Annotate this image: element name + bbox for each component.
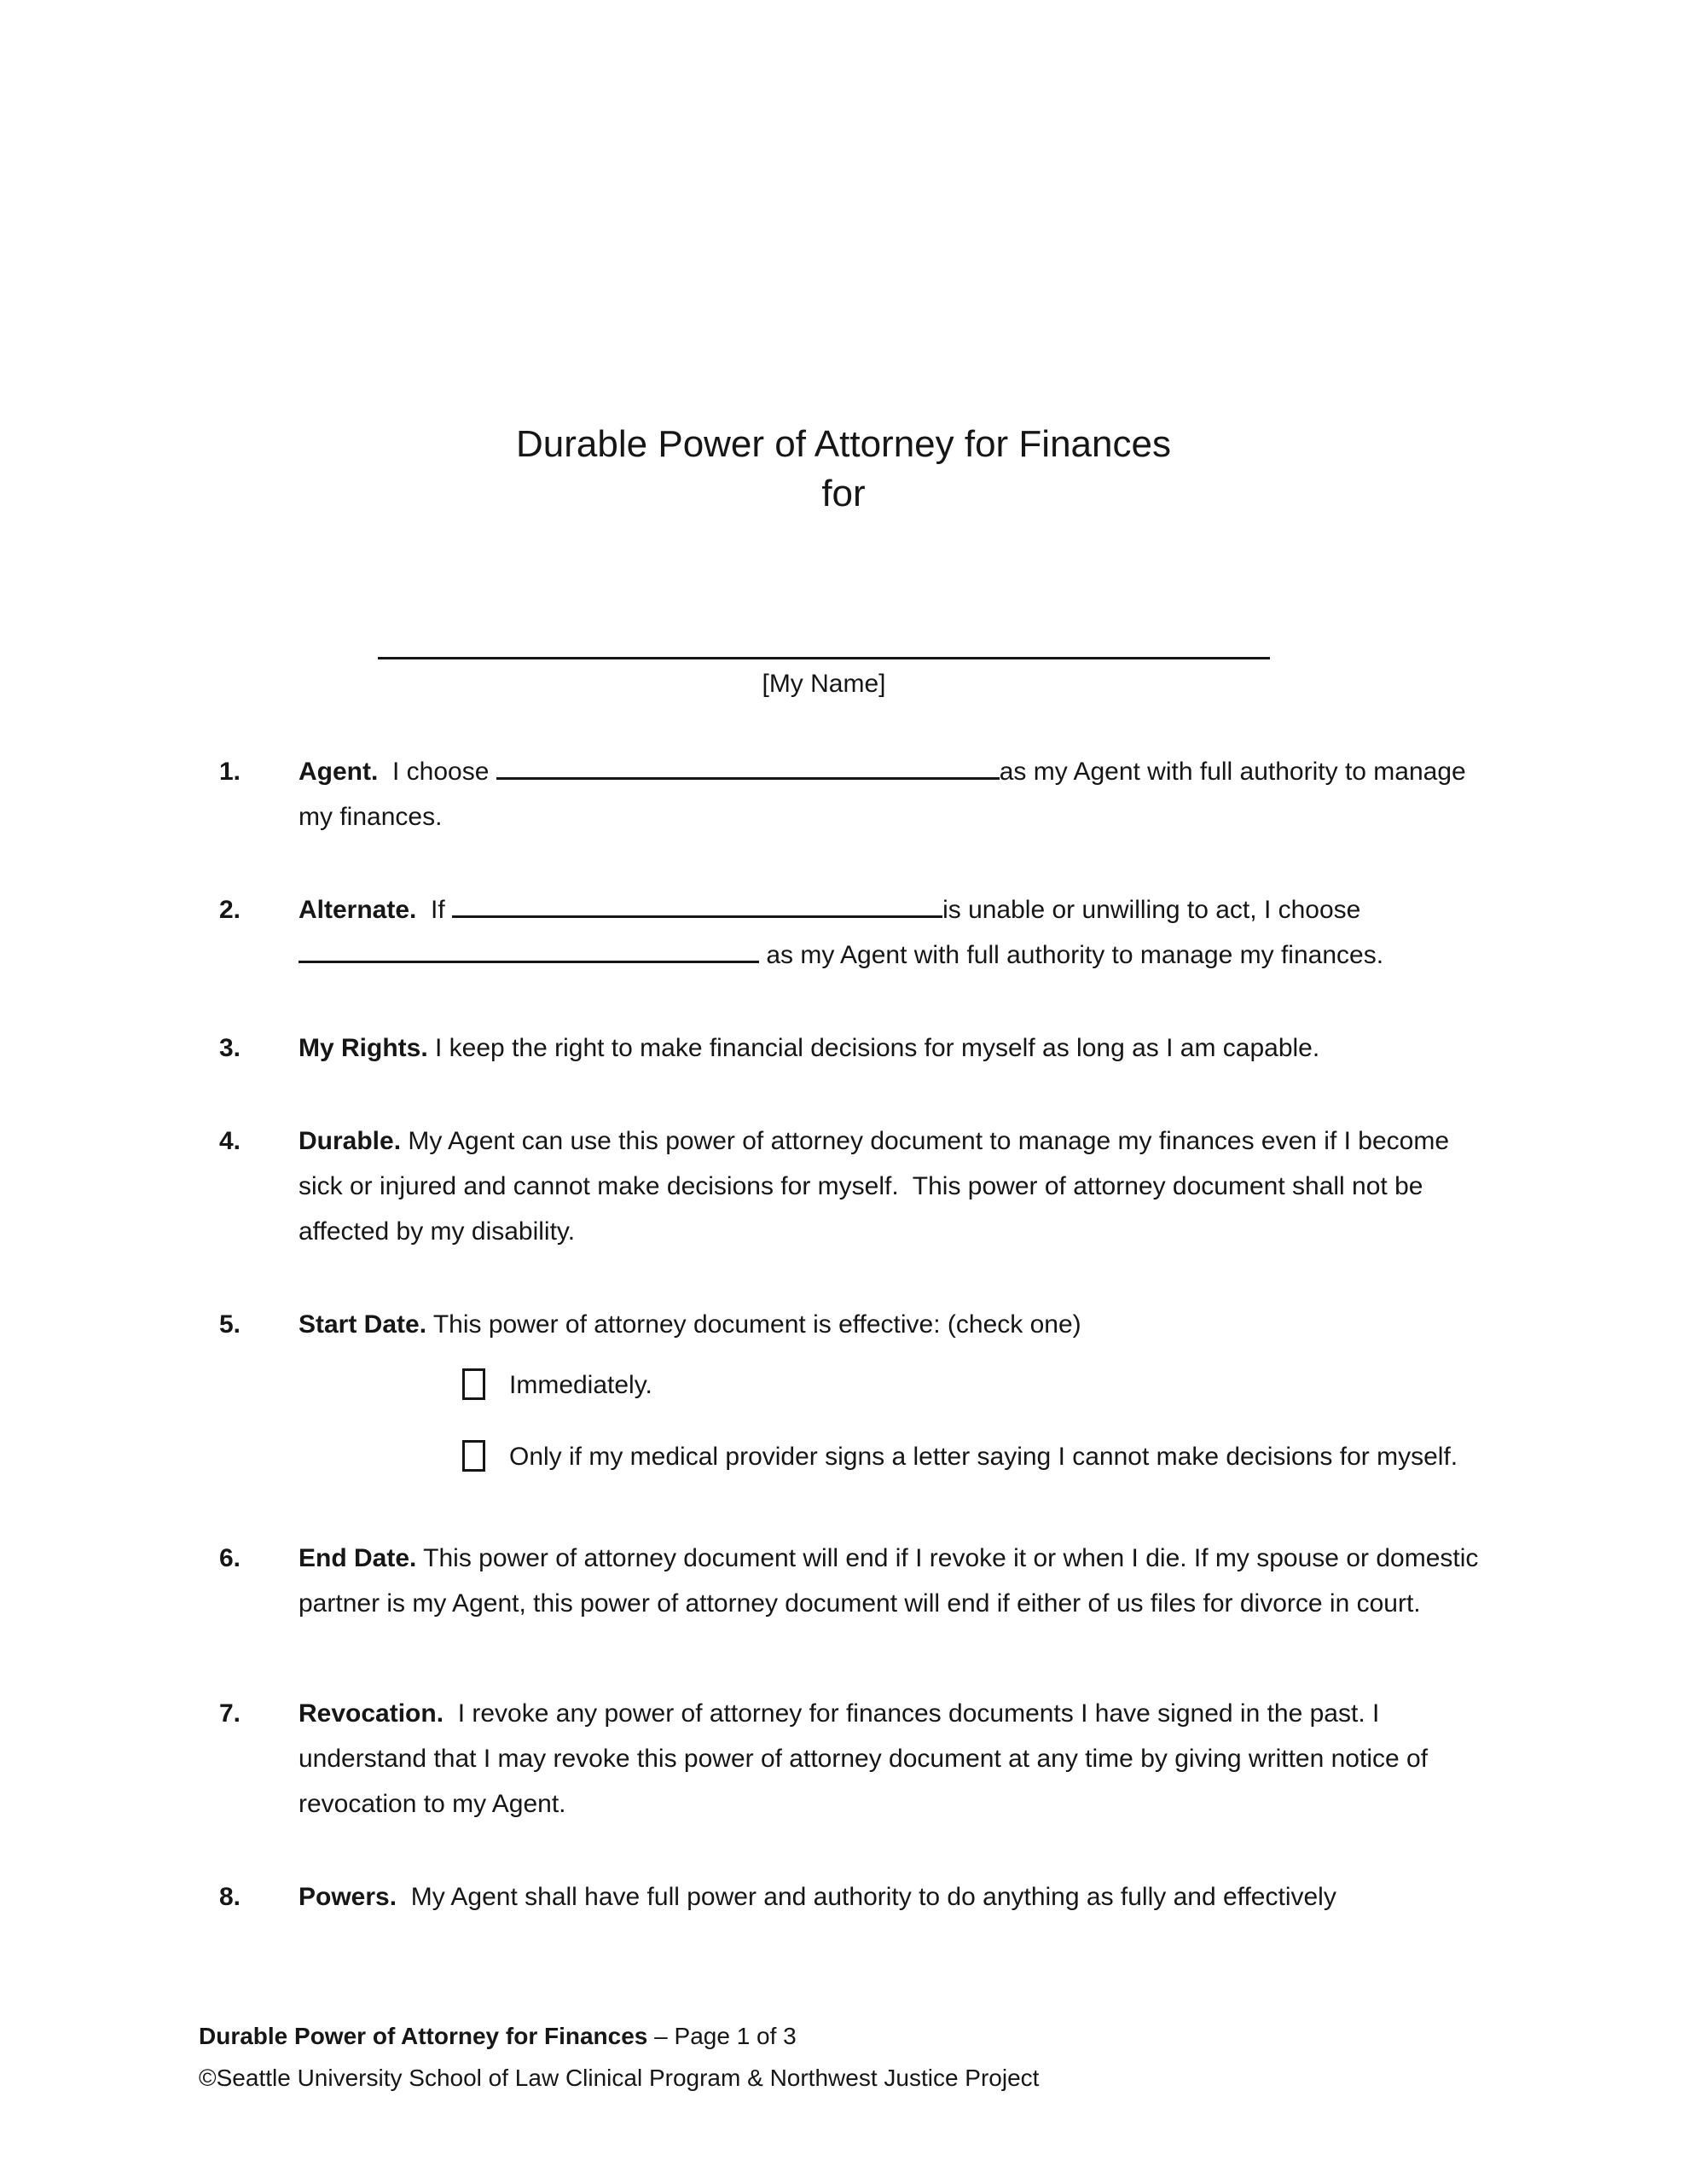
item-label: Alternate. [299,896,417,924]
list-item-my-rights [199,1025,1488,1071]
clause-list [199,749,1488,1967]
agent-name-blank-field[interactable] [496,754,1000,780]
item-text [299,1025,1488,1071]
item-number: 8. [219,1883,241,1911]
title-line-2: for [821,473,866,514]
item-text [299,749,1488,839]
list-item-alternate [199,887,1488,978]
item-number: 6. [219,1544,241,1572]
footer-line-1 [199,2015,1488,2057]
item-text-segment: as my Agent with full authority to manage my finances. [759,941,1384,969]
footer-page-number: – Page 1 of 3 [647,2023,797,2049]
item-number: 7. [219,1699,241,1728]
item-text-segment: is unable or unwilling to act, I choose [942,896,1368,924]
list-item-start-date [199,1302,1488,1479]
item-text [299,1536,1488,1626]
item-number: 4. [219,1127,241,1155]
item-label: Powers. [299,1883,397,1911]
checkbox-medical-letter[interactable] [462,1440,485,1472]
name-section [199,597,1488,700]
list-item-end-date [199,1536,1488,1626]
item-label: Durable. [299,1127,402,1155]
item-text-segment: This power of attorney document is effective: (check one) [426,1310,1081,1339]
item-text [299,1118,1488,1254]
document-title [0,420,1687,519]
checkbox-immediately[interactable] [462,1368,485,1400]
item-text-segment: My Agent can use this power of attorney document to manage my finances even if I become sick or injured and cannot make decisions for myself. This power of attorney document shall not be affected by my disability. [299,1127,1457,1246]
item-label: End Date. [299,1544,417,1572]
list-item-powers [199,1874,1488,1920]
item-text-segment: I revoke any power of attorney for finances documents I have signed in the past. I understand that I may revoke this power of attorney document at any time by giving written notice of revocation to my Agent. [299,1699,1435,1818]
title-line-1: Durable Power of Attorney for Finances [516,423,1171,465]
list-item-agent [199,749,1488,839]
item-label: Agent. [299,758,379,786]
item-text [299,1874,1488,1920]
item-text-segment: I choose [378,758,496,786]
item-label: My Rights. [299,1034,428,1062]
page-footer [199,2015,1488,2099]
item-text-segment: I keep the right to make financial decisions for myself as long as I am capable. [427,1034,1320,1062]
item-text-segment: If [416,896,453,924]
alternate-condition-blank-field[interactable] [452,892,942,918]
my-name-blank-field[interactable] [378,597,1270,659]
item-text-segment: as my Agent with full authority to manage my finances. [299,758,1474,831]
item-text-segment: This power of attorney document will end if I revoke it or when I die. If my spouse or domestic partner is my Agent, this power of attorney document will end if either of us files for divorce in court. [299,1544,1486,1618]
list-item-revocation [199,1691,1488,1827]
checkbox-medical-letter-label: Only if my medical provider signs a letter saying I cannot make decisions for myself. [509,1443,1458,1471]
item-number: 1. [219,758,241,786]
start-date-option-immediately [299,1362,1488,1408]
item-label: Revocation. [299,1699,444,1728]
item-number: 3. [219,1034,241,1062]
item-text-segment: My Agent shall have full power and authority to do anything as fully and effectively [397,1883,1336,1911]
item-number: 5. [219,1310,241,1339]
start-date-option-medical-letter [299,1434,1488,1479]
my-name-caption: [My Name] [762,670,886,698]
item-label: Start Date. [299,1310,427,1339]
checkbox-immediately-label: Immediately. [509,1371,652,1399]
alternate-name-blank-field[interactable] [299,938,759,963]
item-number: 2. [219,896,241,924]
list-item-durable [199,1118,1488,1254]
item-text [299,1302,1488,1347]
footer-document-title: Durable Power of Attorney for Finances [199,2023,648,2049]
item-text [299,887,1488,978]
item-text [299,1691,1488,1827]
footer-copyright: ©Seattle University School of Law Clinical Program & Northwest Justice Project [199,2065,1040,2091]
